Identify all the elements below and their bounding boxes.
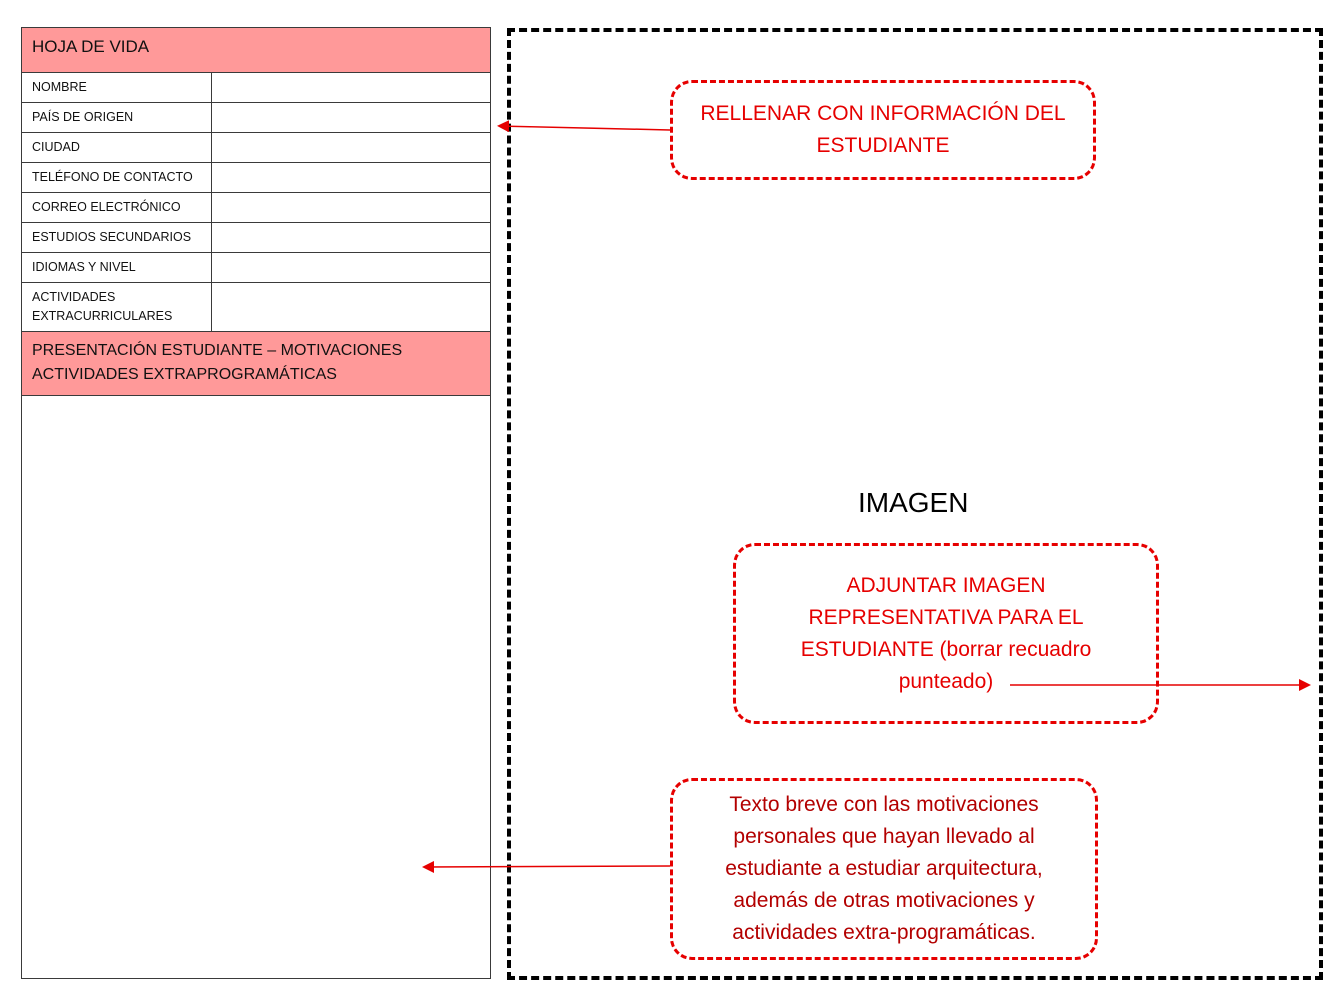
field-input-actividades[interactable]	[212, 283, 490, 331]
presentation-text-area[interactable]	[22, 396, 490, 978]
callout-attach-image	[733, 543, 1159, 724]
field-input-ciudad[interactable]	[212, 133, 490, 162]
field-row-telefono	[22, 163, 490, 193]
field-input-telefono[interactable]	[212, 163, 490, 192]
callout-fill-info	[670, 80, 1096, 180]
field-label-pais: PAÍS DE ORIGEN	[22, 103, 212, 132]
field-row-nombre	[22, 73, 490, 103]
presentation-section-title: PRESENTACIÓN ESTUDIANTE – MOTIVACIONES ACTIVIDADES EXTRAPROGRAMÁTICAS	[22, 332, 490, 396]
callout-attach-image-text: ADJUNTAR IMAGEN REPRESENTATIVA PARA EL ESTUDIANTE (borrar recuadro punteado)	[800, 573, 1092, 693]
field-label-telefono: TELÉFONO DE CONTACTO	[22, 163, 212, 192]
field-row-estudios	[22, 223, 490, 253]
field-label-idiomas: IDIOMAS Y NIVEL	[22, 253, 212, 282]
field-input-pais[interactable]	[212, 103, 490, 132]
field-input-idiomas[interactable]	[212, 253, 490, 282]
cv-header: HOJA DE VIDA	[22, 28, 490, 73]
image-placeholder-label: IMAGEN	[858, 487, 969, 518]
callout-motivation	[670, 778, 1098, 960]
field-row-pais	[22, 103, 490, 133]
field-label-estudios: ESTUDIOS SECUNDARIOS	[22, 223, 212, 252]
field-input-correo[interactable]	[212, 193, 490, 222]
field-label-nombre: NOMBRE	[22, 73, 212, 102]
field-row-correo	[22, 193, 490, 223]
cv-form-table	[21, 27, 491, 979]
field-input-nombre[interactable]	[212, 73, 490, 102]
callout-fill-info-text: RELLENAR CON INFORMACIÓN DEL ESTUDIANTE	[700, 102, 1066, 157]
callout-motivation-text: Texto breve con las motivaciones personales que hayan llevado al estudiante a estudiar arquitectura, además de otras motivaciones y actividades extra-programáticas.	[725, 793, 1043, 944]
field-row-actividades	[22, 283, 490, 332]
field-row-ciudad	[22, 133, 490, 163]
field-label-actividades: ACTIVIDADES EXTRACURRICULARES	[22, 283, 212, 331]
field-row-idiomas	[22, 253, 490, 283]
field-label-ciudad: CIUDAD	[22, 133, 212, 162]
field-label-correo: CORREO ELECTRÓNICO	[22, 193, 212, 222]
field-input-estudios[interactable]	[212, 223, 490, 252]
